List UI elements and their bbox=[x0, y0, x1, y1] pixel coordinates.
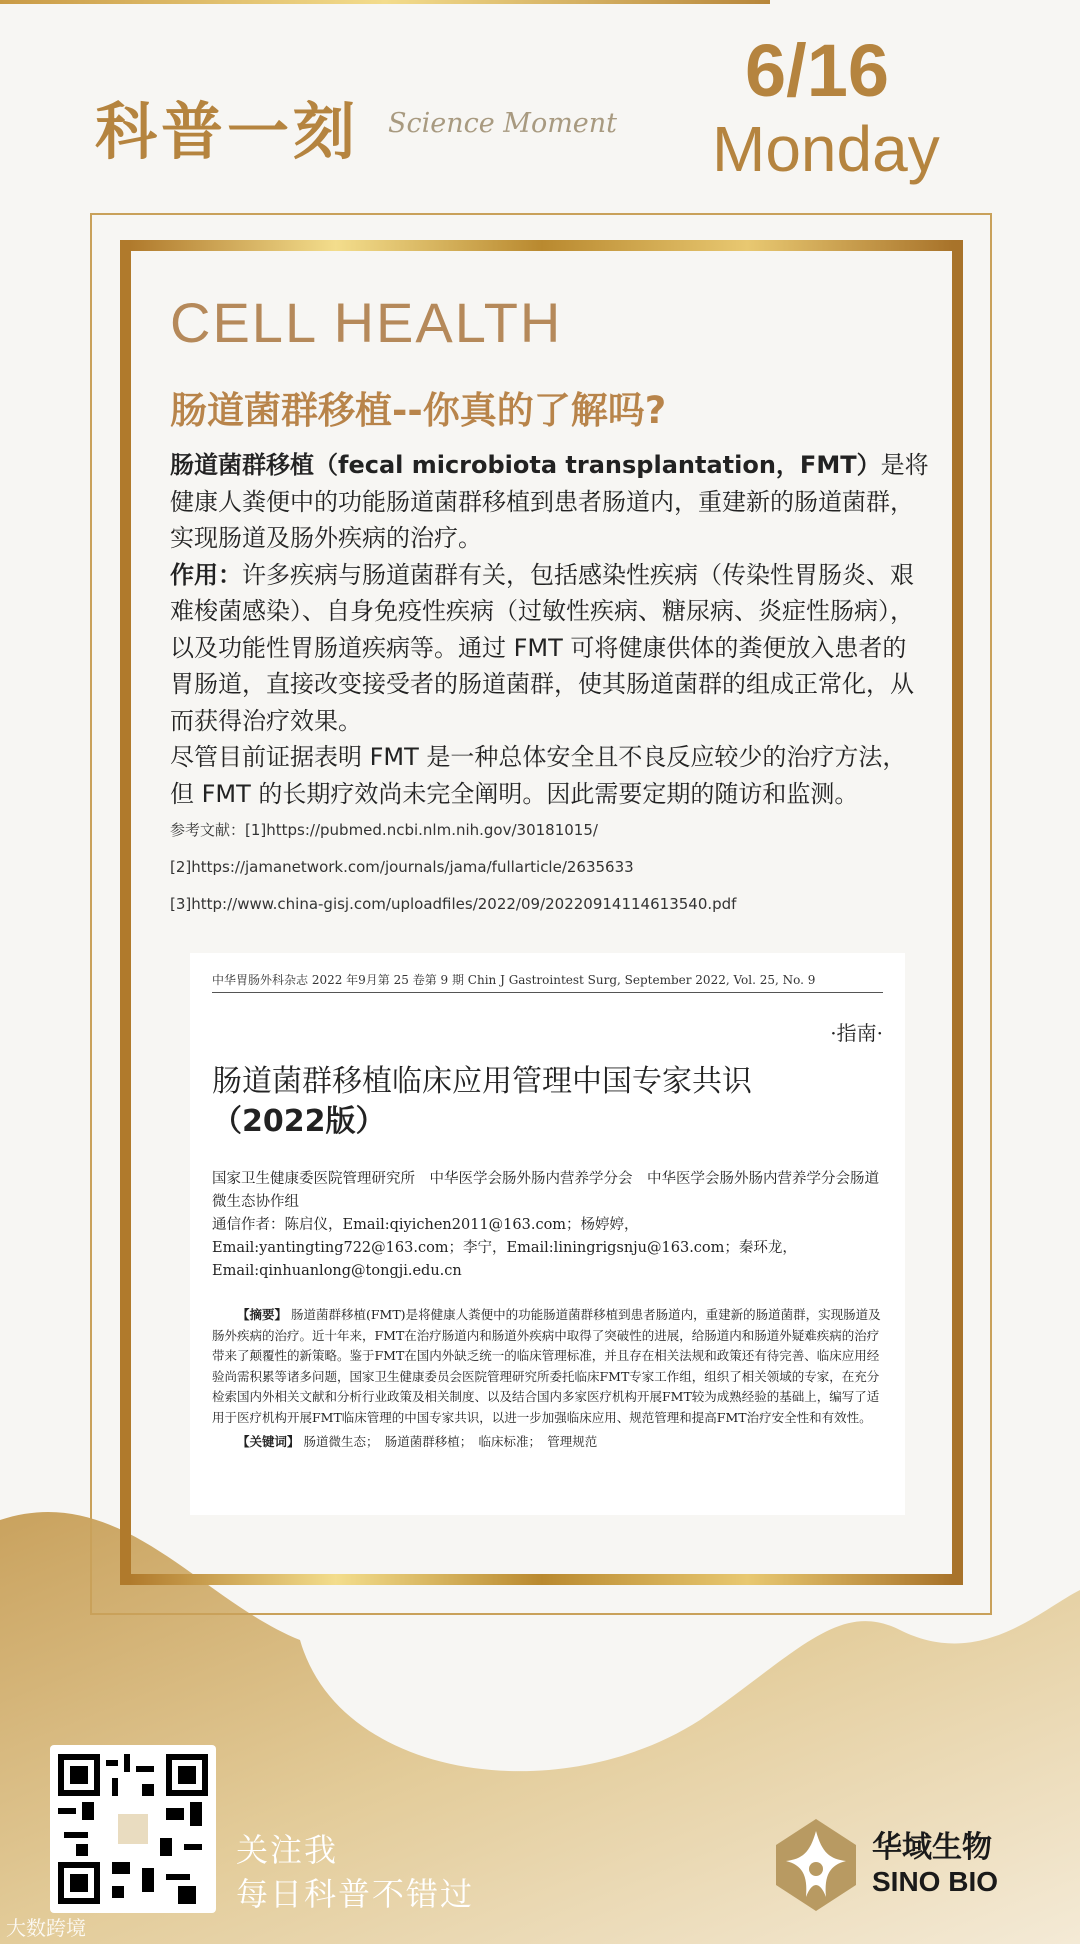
qr-code-icon bbox=[58, 1753, 208, 1905]
document-abstract bbox=[212, 1305, 883, 1428]
article-title: 肠道菌群移植--你真的了解吗? bbox=[170, 389, 667, 432]
qr-code[interactable] bbox=[50, 1745, 216, 1913]
brand-subtitle: Science Moment bbox=[388, 108, 618, 139]
logo-en: SINO BIO bbox=[872, 1866, 999, 1897]
top-gold-line bbox=[0, 0, 770, 4]
document-title-line: 肠道菌群移植临床应用管理中国专家共识 bbox=[212, 1064, 752, 1099]
journal-header: 中华胃肠外科杂志 2022 年9月第 25 卷第 9 期 Chin J Gastrointest Surg, September 2022, Vol. 25, No. 9 bbox=[212, 971, 883, 993]
document-keywords bbox=[212, 1432, 883, 1450]
logo-text bbox=[872, 1831, 998, 1899]
weekday: Monday bbox=[712, 113, 940, 185]
company-logo bbox=[770, 1815, 998, 1915]
watermark: 大数跨境 bbox=[6, 1916, 86, 1940]
brand-title: 科普一刻 bbox=[95, 95, 360, 168]
date: 6/16 bbox=[745, 29, 890, 112]
follow-line-2: 每日科普不错过 bbox=[236, 1875, 475, 1913]
term-bold: 肠道菌群移植（fecal microbiota transplantation，FMT） bbox=[170, 451, 881, 479]
reference-link[interactable]: [2]https://jamanetwork.com/journals/jama/fullarticle/2635633 bbox=[170, 858, 634, 876]
reference-link[interactable]: 参考文献：[1]https://pubmed.ncbi.nlm.nih.gov/30181015/ bbox=[170, 821, 598, 839]
function-label: 作用： bbox=[170, 560, 242, 589]
guideline-tag: ·指南· bbox=[830, 1021, 883, 1045]
follow-line-1: 关注我 bbox=[236, 1831, 339, 1869]
document-edition: （2022版） bbox=[212, 1104, 386, 1139]
star-logo-icon bbox=[770, 1815, 862, 1915]
function-text: 许多疾病与肠道菌群有关，包括感染性疾病（传染性胃肠炎、艰难梭菌感染）、自身免疫性疾病（过敏性疾病、糖尿病、炎症性肠病），以及功能性胃肠道疾病等。通过 FMT 可将健康供体的粪便放入患者的胃肠道，直接改变接受者的肠道菌群，使其肠道菌群的组成正常化，从而获得治疗效果。 bbox=[170, 560, 914, 735]
paragraph-definition bbox=[170, 447, 930, 557]
article-body bbox=[170, 447, 930, 812]
follow-prompt bbox=[236, 1828, 474, 1916]
paragraph-function bbox=[170, 557, 930, 740]
contacts-text: 通信作者：陈启仪，Email:qiyichen2011@163.com；杨婷婷，Email:yantingting722@163.com；李宁，Email:liningrigsnju@163.com；秦环龙，Email:qinhuanlong@tongji.edu.cn bbox=[212, 1217, 797, 1279]
references bbox=[170, 812, 736, 923]
orgs-text: 国家卫生健康委医院管理研究所 中华医学会肠外肠内营养学分会 中华医学会肠外肠内营养学分会肠道微生态协作组 bbox=[212, 1171, 879, 1210]
reference-link[interactable]: [3]http://www.china-gisj.com/uploadfiles/2022/09/20220914114613540.pdf bbox=[170, 895, 737, 913]
paragraph-safety: 尽管目前证据表明 FMT 是一种总体安全且不良反应较少的治疗方法，但 FMT 的长期疗效尚未完全阐明。因此需要定期的随访和监测。 bbox=[170, 743, 907, 808]
definition-text: 是将健康人粪便中的功能肠道菌群移植到患者肠道内，重建新的肠道菌群，实现肠道及肠外疾病的治疗。 bbox=[170, 451, 929, 552]
logo-cn: 华域生物 bbox=[872, 1830, 992, 1865]
abstract-label: 【摘要】 bbox=[237, 1307, 288, 1322]
keywords-text: 肠道微生态； 肠道菌群移植； 临床标准； 管理规范 bbox=[303, 1434, 598, 1449]
category-heading: CELL HEALTH bbox=[170, 291, 563, 354]
abstract-text: 肠道菌群移植(FMT)是将健康人粪便中的功能肠道菌群移植到患者肠道内，重建新的肠道菌群，实现肠道及肠外疾病的治疗。近十年来，FMT在治疗肠道内和肠道外疾病中取得了突破性的进展，给肠道内和肠道外疑难疾病的治疗带来了颠覆性的新策略。鉴于FMT在国内外缺乏统一的临床管理标准，并且存在相关法规和政策还有待完善、临床应用经验尚需积累等诸多问题，国家卫生健康委员会医院管理研究所委托临床FMT专家工作组，组织了相关领域的专家，在充分检索国内外相关文献和分析行业政策及相关制度、以及结合国内多家医疗机构开展FMT较为成熟经验的基础上，编写了适用于医疗机构开展FMT临床管理的中国专家共识，以进一步加强临床应用、规范管理和提高FMT治疗安全性和有效性。 bbox=[212, 1307, 881, 1425]
document-screenshot bbox=[190, 953, 905, 1515]
document-title bbox=[212, 1062, 883, 1142]
document-orgs bbox=[212, 1168, 883, 1283]
keywords-label: 【关键词】 bbox=[237, 1434, 300, 1449]
